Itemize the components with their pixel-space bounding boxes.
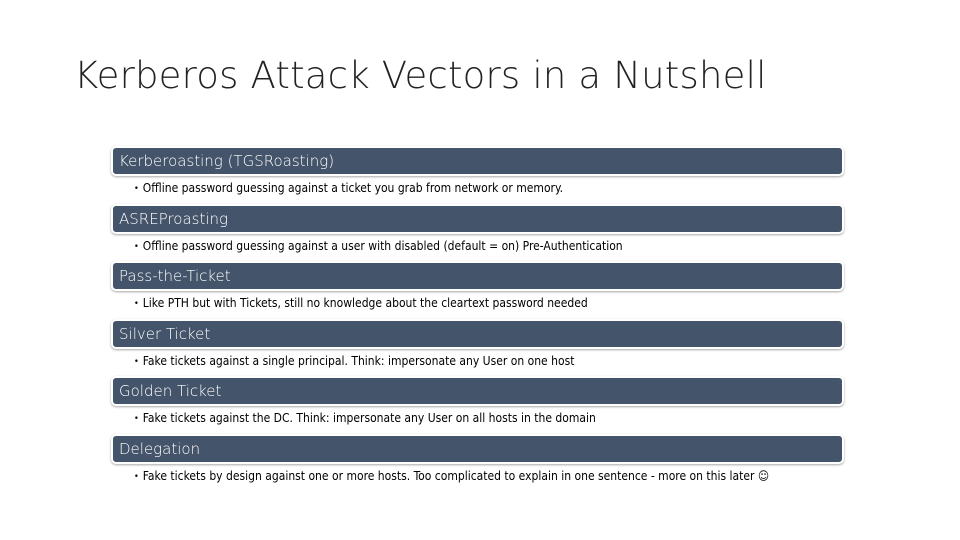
bullet-icon: •	[134, 471, 139, 482]
item-title: Delegation	[119, 439, 201, 458]
attack-vector-list	[111, 146, 848, 491]
item-description-text: Offline password guessing against a user with disabled (default = on) Pre-Authentication	[142, 238, 623, 253]
bullet-icon: •	[134, 241, 139, 252]
item-description	[134, 469, 769, 483]
item-description-text: Like PTH but with Tickets, still no knowledge about the cleartext password needed	[142, 296, 588, 310]
list-item	[111, 434, 848, 492]
item-title: Golden Ticket	[119, 382, 222, 400]
list-item	[111, 376, 848, 434]
list-item	[111, 261, 848, 319]
slide-title: Kerberos Attack Vectors in a Nutshell	[74, 54, 767, 97]
item-header-bar	[111, 434, 844, 464]
item-description-text: Fake tickets by design against one or more hosts. Too complicated to explain in one sentence - more on this later ☺	[142, 468, 770, 483]
item-description-text: Fake tickets against the DC. Think: impersonate any User on all hosts in the domain	[142, 411, 596, 425]
item-header-bar	[111, 204, 844, 234]
item-description-text: Offline password guessing against a ticket you grab from network or memory.	[142, 181, 564, 195]
item-description	[134, 296, 588, 310]
item-title: Kerberoasting (TGSRoasting)	[119, 152, 335, 170]
bullet-icon: •	[134, 356, 139, 367]
item-title: Pass-the-Ticket	[119, 267, 231, 285]
item-header-bar	[111, 146, 844, 176]
bullet-icon: •	[134, 414, 139, 424]
item-title: Silver Ticket	[119, 324, 211, 343]
bullet-icon: •	[134, 184, 139, 194]
item-header-bar	[111, 376, 844, 406]
item-description-text: Fake tickets against a single principal. Think: impersonate any User on one host	[142, 353, 575, 368]
item-description	[134, 239, 623, 253]
item-description	[134, 411, 596, 425]
item-description	[134, 181, 563, 195]
item-description	[134, 354, 574, 368]
bullet-icon: •	[134, 299, 139, 309]
item-header-bar	[111, 319, 844, 349]
item-header-bar	[111, 261, 844, 291]
list-item	[111, 146, 848, 204]
list-item	[111, 319, 848, 377]
item-title: ASREProasting	[119, 209, 229, 228]
list-item	[111, 204, 848, 262]
